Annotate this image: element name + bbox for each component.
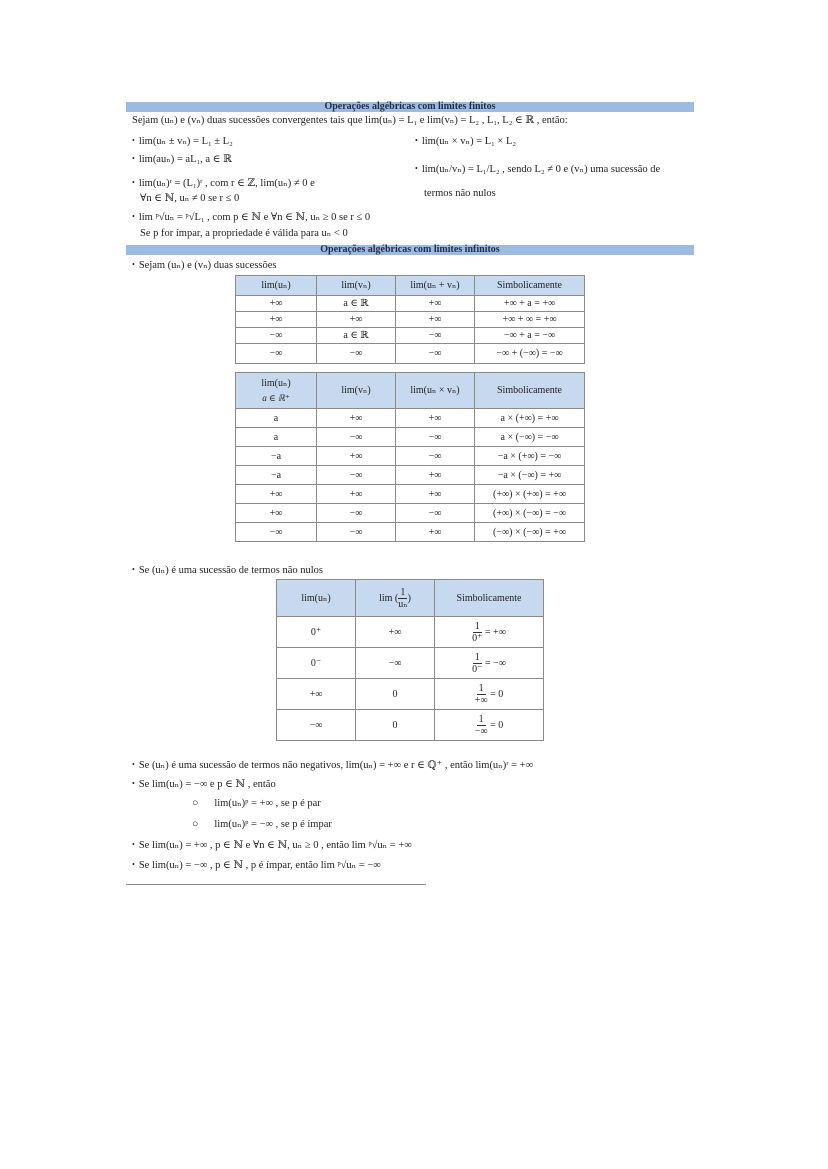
- rule-power-cond: ∀n ∈ ℕ, uₙ ≠ 0 se r ≤ 0: [140, 193, 240, 204]
- product-table: lim(uₙ) a ∈ ℝ⁺ lim(vₙ) lim(uₙ × vₙ) Simbolicamente a +∞ +∞ a × (+∞) = +∞ a −∞ −∞ a × (−∞) = −∞ −a +∞ −∞ −a × (+∞) = −∞ −a −∞ +∞ −a × (−∞) = +∞ +∞ +∞ +∞ (+∞) × (+∞) = +∞ +∞ −∞ −∞ (+∞) × (−∞) = −∞ −∞ −∞ +∞ (−∞) × (−∞) = +∞: [235, 372, 585, 542]
- rule-root: • lim ᵖ√uₙ = ᵖ√L₁ , com p ∈ ℕ e ∀n ∈ ℕ, uₙ ≥ 0 se r ≤ 0: [132, 212, 371, 223]
- rule-product: • lim(uₙ × vₙ) = L₁ × L₂: [415, 136, 517, 147]
- rule-neg-power: • Se lim(uₙ) = −∞ e p ∈ ℕ , então: [132, 779, 276, 790]
- table-row: a −∞ −∞ a × (−∞) = −∞: [236, 428, 585, 447]
- table-row: +∞ 0 $\frac{1}{+\infty}$ = 0: [277, 679, 544, 710]
- finite-intro: Sejam (uₙ) e (vₙ) duas sucessões convergentes tais que lim(uₙ) = L₁ e lim(vₙ) = L₂ , L₁, L₂ ∈ ℝ , então:: [132, 115, 568, 126]
- reciprocal-table: lim(uₙ) lim ( $\frac{1}{\text{uₙ}}$ ) Simbolicamente 0⁺ +∞ $\frac{1}{0^+}$ = +∞ 0⁻ −∞ $\frac{1}{0^-}$ = −∞ +∞ 0 $\frac{1}{+\infty}$ = 0 −∞ 0 $\frac{1}{-\infty}$ = 0: [276, 579, 544, 741]
- rule-quotient-cond: termos não nulos: [424, 188, 496, 199]
- table-row: −∞ a ∈ ℝ −∞ −∞ + a = −∞: [236, 328, 585, 344]
- bullet: •: [132, 136, 135, 145]
- table-row: +∞ −∞ −∞ (+∞) × (−∞) = −∞: [236, 504, 585, 523]
- rule-root-pos: • Se lim(uₙ) = +∞ , p ∈ ℕ e ∀n ∈ ℕ, uₙ ≥ 0 , então lim ᵖ√uₙ = +∞: [132, 840, 412, 851]
- table-row: −a −∞ +∞ −a × (−∞) = +∞: [236, 466, 585, 485]
- rule-nonneg-power: • Se (uₙ) é uma sucessão de termos não negativos, lim(uₙ) = +∞ e r ∈ ℚ⁺ , então lim(uₙ)ʳ = +∞: [132, 760, 534, 771]
- table-row: 0⁺ +∞ $\frac{1}{0^+}$ = +∞: [277, 617, 544, 648]
- rule-scalar: • lim(auₙ) = aL₁, a ∈ ℝ: [132, 154, 232, 165]
- rule-quotient: • lim(uₙ/vₙ) = L₁/L₂ , sendo L₂ ≠ 0 e (vₙ) uma sucessão de: [415, 164, 661, 175]
- rule-root-note: Se p for ímpar, a propriedade é válida para uₙ < 0: [140, 228, 348, 239]
- table-row: +∞ a ∈ ℝ +∞ +∞ + a = +∞: [236, 296, 585, 312]
- section-title-infinite: Operações algébricas com limites infinitos: [126, 245, 694, 255]
- rule-neg-power-even: ○ lim(uₙ)ᵖ = +∞ , se p é par: [192, 798, 321, 809]
- rule-neg-power-odd: ○ lim(uₙ)ᵖ = −∞ , se p é ímpar: [192, 819, 332, 830]
- section-title-finite: Operações algébricas com limites finitos: [126, 102, 694, 112]
- table-row: 0⁻ −∞ $\frac{1}{0^-}$ = −∞: [277, 648, 544, 679]
- rule-sum: • lim(uₙ ± vₙ) = L₁ ± L₂: [132, 136, 233, 147]
- table-row: a +∞ +∞ a × (+∞) = +∞: [236, 409, 585, 428]
- table-row: −∞ −∞ +∞ (−∞) × (−∞) = +∞: [236, 523, 585, 542]
- infinite-intro: • Sejam (uₙ) e (vₙ) duas sucessões: [132, 260, 277, 271]
- sum-table: lim(uₙ) lim(vₙ) lim(uₙ + vₙ) Simbolicamente +∞ a ∈ ℝ +∞ +∞ + a = +∞ +∞ +∞ +∞ +∞ + ∞ = +∞ −∞ a ∈ ℝ −∞ −∞ + a = −∞ −∞ −∞ −∞ −∞ + (−∞) = −∞: [235, 275, 585, 364]
- table-row: −∞ −∞ −∞ −∞ + (−∞) = −∞: [236, 344, 585, 364]
- table-row: −∞ 0 $\frac{1}{-\infty}$ = 0: [277, 710, 544, 741]
- footer-divider: [126, 884, 426, 885]
- rule-power: • lim(uₙ)ʳ = (L₁)ʳ , com r ∈ ℤ, lim(uₙ) ≠ 0 e: [132, 178, 315, 189]
- rule-root-neg: • Se lim(uₙ) = −∞ , p ∈ ℕ , p é ímpar, então lim ᵖ√uₙ = −∞: [132, 860, 381, 871]
- recip-intro: • Se (uₙ) é uma sucessão de termos não nulos: [132, 565, 323, 576]
- table-row: +∞ +∞ +∞ (+∞) × (+∞) = +∞: [236, 485, 585, 504]
- table-row: −a +∞ −∞ −a × (+∞) = −∞: [236, 447, 585, 466]
- table-row: +∞ +∞ +∞ +∞ + ∞ = +∞: [236, 312, 585, 328]
